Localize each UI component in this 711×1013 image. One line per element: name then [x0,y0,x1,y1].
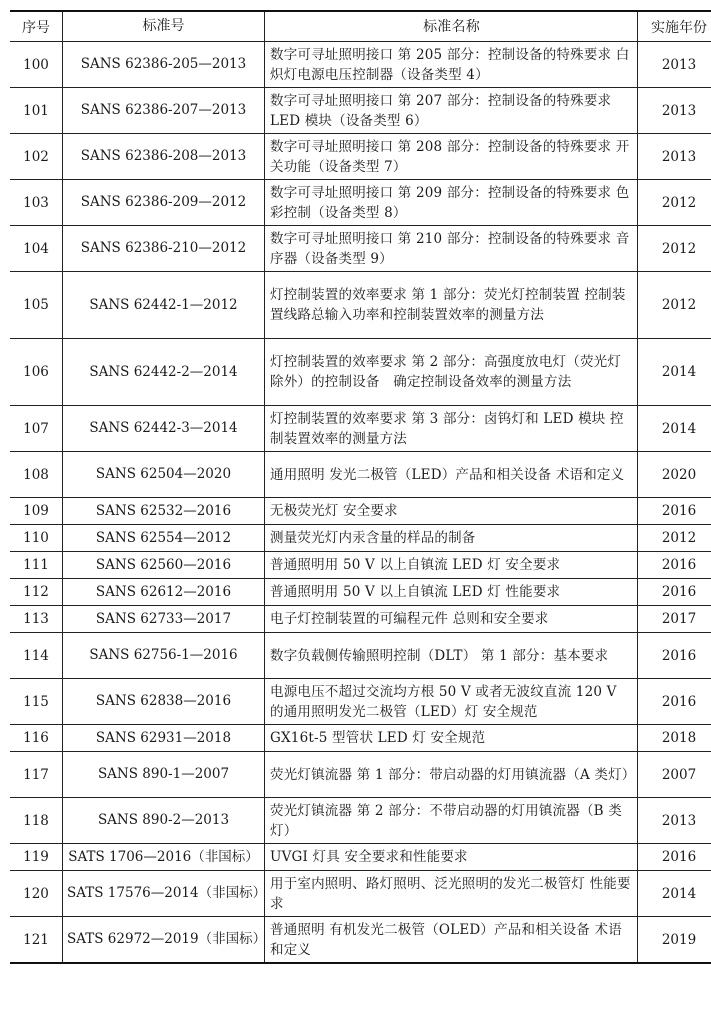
implementation-year-cell: 2012 [638,180,711,226]
serial-number-cell: 114 [10,633,63,679]
serial-number-cell: 116 [10,725,63,752]
standard-name-cell: 数字可寻址照明接口 第 205 部分：控制设备的特殊要求 白炽灯电源电压控制器（设备类型 4） [265,42,638,88]
table-row [10,552,711,579]
implementation-year-cell: 2012 [638,226,711,272]
table-row [10,498,711,525]
standard-name-cell: 普通照明用 50 V 以上自镇流 LED 灯 安全要求 [265,552,638,579]
standard-number-cell: SANS 62554—2012 [63,525,265,552]
standard-number-cell: SANS 62442-1—2012 [63,272,265,339]
serial-number-cell: 103 [10,180,63,226]
serial-number-cell: 104 [10,226,63,272]
header-serial-number: 序号 [10,11,63,42]
serial-number-cell: 108 [10,452,63,498]
implementation-year-cell: 2014 [638,339,711,406]
serial-number-cell: 119 [10,844,63,871]
serial-number-cell: 102 [10,134,63,180]
table-row [10,606,711,633]
standard-name-cell: 数字可寻址照明接口 第 208 部分：控制设备的特殊要求 开关功能（设备类型 7） [265,134,638,180]
implementation-year-cell: 2019 [638,917,711,964]
standard-number-cell: SANS 62386-207—2013 [63,88,265,134]
table-row [10,752,711,798]
standard-number-cell: SANS 62612—2016 [63,579,265,606]
implementation-year-cell: 2012 [638,272,711,339]
implementation-year-cell: 2016 [638,579,711,606]
standard-number-cell: SANS 62560—2016 [63,552,265,579]
serial-number-cell: 120 [10,871,63,917]
implementation-year-cell: 2013 [638,134,711,180]
serial-number-cell: 121 [10,917,63,964]
serial-number-cell: 100 [10,42,63,88]
standard-number-cell: SANS 62386-210—2012 [63,226,265,272]
standard-name-cell: 通用照明 发光二极管（LED）产品和相关设备 术语和定义 [265,452,638,498]
table-row [10,579,711,606]
serial-number-cell: 105 [10,272,63,339]
standard-number-cell: SANS 62386-205—2013 [63,42,265,88]
standard-number-cell: SANS 62504—2020 [63,452,265,498]
standard-number-cell: SANS 62442-2—2014 [63,339,265,406]
standard-name-cell: 无极荧光灯 安全要求 [265,498,638,525]
standard-name-cell: 数字负载侧传输照明控制（DLT） 第 1 部分：基本要求 [265,633,638,679]
serial-number-cell: 113 [10,606,63,633]
standard-number-cell: SANS 62386-208—2013 [63,134,265,180]
standard-number-cell: SATS 17576—2014（非国标） [63,871,265,917]
serial-number-cell: 117 [10,752,63,798]
standard-name-cell: 数字可寻址照明接口 第 207 部分：控制设备的特殊要求 LED 模块（设备类型 6） [265,88,638,134]
implementation-year-cell: 2018 [638,725,711,752]
implementation-year-cell: 2016 [638,552,711,579]
table-row [10,272,711,339]
standard-name-cell: 用于室内照明、路灯照明、泛光照明的发光二极管灯 性能要求 [265,871,638,917]
standard-name-cell: 数字可寻址照明接口 第 209 部分：控制设备的特殊要求 色彩控制（设备类型 8） [265,180,638,226]
implementation-year-cell: 2013 [638,42,711,88]
standard-name-cell: 普通照明用 50 V 以上自镇流 LED 灯 性能要求 [265,579,638,606]
implementation-year-cell: 2016 [638,844,711,871]
table-row [10,679,711,725]
serial-number-cell: 118 [10,798,63,844]
implementation-year-cell: 2012 [638,525,711,552]
standard-name-cell: 荧光灯镇流器 第 1 部分：带启动器的灯用镇流器（A 类灯） [265,752,638,798]
header-standard-name: 标准名称 [265,11,638,42]
standard-name-cell: 灯控制装置的效率要求 第 3 部分：卤钨灯和 LED 模块 控制装置效率的测量方法 [265,406,638,452]
table-row [10,339,711,406]
table-row [10,844,711,871]
standard-number-cell: SANS 890-2—2013 [63,798,265,844]
implementation-year-cell: 2017 [638,606,711,633]
implementation-year-cell: 2013 [638,88,711,134]
standard-number-cell: SANS 62756-1—2016 [63,633,265,679]
standard-name-cell: UVGI 灯具 安全要求和性能要求 [265,844,638,871]
table-row [10,226,711,272]
table-row [10,88,711,134]
serial-number-cell: 111 [10,552,63,579]
implementation-year-cell: 2020 [638,452,711,498]
table-row [10,180,711,226]
implementation-year-cell: 2016 [638,679,711,725]
table-row [10,871,711,917]
standard-number-cell: SANS 62442-3—2014 [63,406,265,452]
table-row [10,134,711,180]
standard-name-cell: GX16t-5 型管状 LED 灯 安全规范 [265,725,638,752]
implementation-year-cell: 2016 [638,498,711,525]
standard-name-cell: 灯控制装置的效率要求 第 1 部分：荧光灯控制装置 控制装置线路总输入功率和控制装置效率的测量方法 [265,272,638,339]
standard-name-cell: 灯控制装置的效率要求 第 2 部分：高强度放电灯（荧光灯除外）的控制设备 确定控制设备效率的测量方法 [265,339,638,406]
serial-number-cell: 106 [10,339,63,406]
table-row [10,917,711,964]
table-body [10,42,711,964]
table-row [10,42,711,88]
standard-name-cell: 电源电压不超过交流均方根 50 V 或者无波纹直流 120 V 的通用照明发光二极管（LED）灯 安全规范 [265,679,638,725]
standard-number-cell: SANS 890-1—2007 [63,752,265,798]
table-row [10,725,711,752]
implementation-year-cell: 2014 [638,406,711,452]
serial-number-cell: 110 [10,525,63,552]
table-row [10,798,711,844]
table-header-row [10,11,711,42]
serial-number-cell: 109 [10,498,63,525]
standard-name-cell: 荧光灯镇流器 第 2 部分：不带启动器的灯用镇流器（B 类灯） [265,798,638,844]
header-implementation-year: 实施年份 [638,11,711,42]
implementation-year-cell: 2013 [638,798,711,844]
table-row [10,525,711,552]
standard-name-cell: 数字可寻址照明接口 第 210 部分：控制设备的特殊要求 音序器（设备类型 9） [265,226,638,272]
standard-name-cell: 普通照明 有机发光二极管（OLED）产品和相关设备 术语和定义 [265,917,638,964]
serial-number-cell: 115 [10,679,63,725]
implementation-year-cell: 2016 [638,633,711,679]
standard-number-cell: SANS 62838—2016 [63,679,265,725]
table-row [10,406,711,452]
table-row [10,452,711,498]
standard-number-cell: SANS 62733—2017 [63,606,265,633]
standard-name-cell: 电子灯控制装置的可编程元件 总则和安全要求 [265,606,638,633]
implementation-year-cell: 2007 [638,752,711,798]
implementation-year-cell: 2014 [638,871,711,917]
header-standard-number: 标准号 [63,11,265,42]
standard-number-cell: SATS 1706—2016（非国标） [63,844,265,871]
standard-number-cell: SATS 62972—2019（非国标） [63,917,265,964]
standards-table [10,10,711,964]
standard-number-cell: SANS 62386-209—2012 [63,180,265,226]
serial-number-cell: 101 [10,88,63,134]
standard-number-cell: SANS 62931—2018 [63,725,265,752]
serial-number-cell: 107 [10,406,63,452]
standard-number-cell: SANS 62532—2016 [63,498,265,525]
standard-name-cell: 测量荧光灯内汞含量的样品的制备 [265,525,638,552]
table-row [10,633,711,679]
serial-number-cell: 112 [10,579,63,606]
